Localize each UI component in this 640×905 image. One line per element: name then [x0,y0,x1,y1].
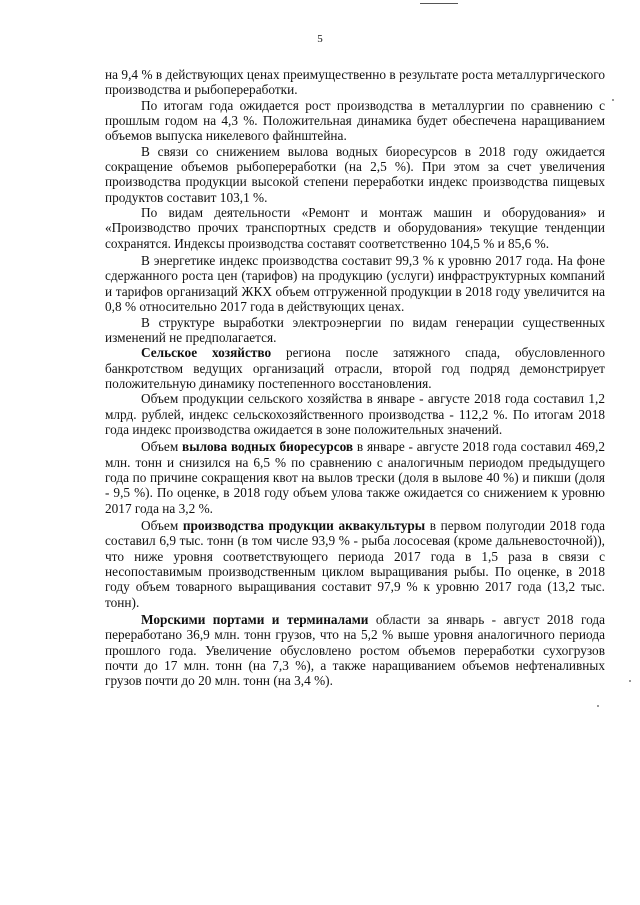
paragraph-1: на 9,4 % в действующих ценах преимущественно в результате роста металлургического производства и рыбопереработки. [105,67,605,98]
document-body [105,67,605,689]
paragraph-8: Объем продукции сельского хозяйства в январе - августе 2018 года составил 1,2 млрд. рублей, индекс сельскохозяйственного производства - 112,2 %. По итогам 2018 года индекс производства ожидается в зоне положительных значений. [105,391,605,437]
page-number: 5 [317,33,323,45]
paragraph-6: В структуре выработки электроэнергии по видам генерации существенных изменений не предполагается. [105,314,605,345]
paragraph-7: Сельское хозяйство региона после затяжного спада, обусловленного банкротством ведущих организаций отрасли, второй год подряд демонстрирует положительную динамику постепенного восстановления. [105,345,605,391]
scan-speck [597,705,599,707]
scan-speck [612,99,614,101]
paragraph-2: По итогам года ожидается рост производства в металлургии по сравнению с прошлым годом на 4,3 %. Положительная динамика будет обеспечена наращиванием объемов выпуска никелевого файнштейна. [105,97,605,144]
section-heading-aquaculture: производства продукции аквакультуры [182,517,426,533]
section-heading-fishing: вылова водных биоресурсов [182,439,354,455]
scan-speck [629,680,631,682]
paragraph-11: Морскими портами и терминалами области за январь - август 2018 года переработано 36,9 млн. тонн грузов, что на 5,2 % выше уровня аналогичного периода прошлого года. Увеличение обусловлено ростом объемов переработки сухогрузов почти до 17 млн. тонн (на 7,3 %), а также наращиванием объемов нефтеналивных грузов почти до 20 млн. тонн (на 3,4 %). [105,612,605,689]
paragraph-5: В энергетике индекс производства составит 99,3 % к уровню 2017 года. На фоне сдержанного роста цен (тарифов) на продукцию (услуги) инфраструктурных компаний и тарифов организаций ЖКХ объем отгруженной продукции в 2018 году увеличится на 0,8 % относительно 2017 года в действующих ценах. [105,253,605,315]
paragraph-3: В связи со снижением вылова водных биоресурсов в 2018 году ожидается сокращение объемов рыбопереработки (на 2,5 %). При этом за счет увеличения производства продукции высокой степени переработки индекс производства пищевых продуктов составит 103,1 %. [105,143,605,205]
section-heading-agriculture: Сельское хозяйство [141,345,272,361]
paragraph-10: Объем производства продукции аквакультуры в первом полугодии 2018 года составил 6,9 тыс. тонн (в том числе 93,9 % - рыба лососевая (кроме дальневосточной)), что ниже уровня соответствующего периода 2017 года в 1,5 раза в связи с несопоставимым производственным циклом выращивания рыбы. По оценке, в 2018 году объем товарного выращивания составит 97,9 % к уровню 2017 года (13,2 тыс. тонн). [105,517,605,610]
scan-top-rule [420,3,458,4]
paragraph-9: Объем вылова водных биоресурсов в январе - августе 2018 года составил 469,2 млн. тонн и снизился на 6,5 % по сравнению с аналогичным периодом предыдущего года по причине сокращения квот на вылов трески (доля в вылове 40 %) и пикши (доля - 9,5 %). По оценке, в 2018 году объем улова также ожидается со снижением к уровню 2017 года на 3,2 %. [105,439,605,516]
section-heading-ports: Морскими портами и терминалами [141,612,369,628]
paragraph-4: По видам деятельности «Ремонт и монтаж машин и оборудования» и «Производство прочих транспортных средств и оборудования» текущие тенденции сохранятся. Индексы производства составят соответственно 104,5 % и 85,6 %. [105,205,605,251]
